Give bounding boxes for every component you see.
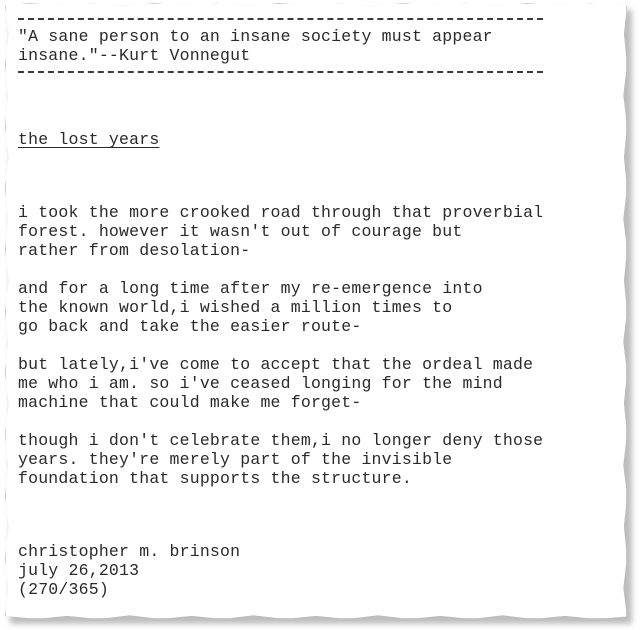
signature-counter: (270/365): [18, 580, 109, 599]
paragraph-4-line-1: though i don't celebrate them,i no longer deny those: [18, 431, 544, 450]
paragraph-3-line-3: machine that could make me forget-: [18, 393, 362, 412]
paragraph-2-line-1: and for a long time after my re-emergence into: [18, 279, 483, 298]
paragraph-2-line-3: go back and take the easier route-: [18, 317, 362, 336]
poem-title: the lost years: [18, 130, 160, 149]
paragraph-3-line-2: me who i am. so i've ceased longing for the mind: [18, 374, 503, 393]
signature-author: christopher m. brinson: [18, 542, 241, 561]
paragraph-2-line-2: the known world,i wished a million times to: [18, 298, 453, 317]
bottom-divider: [18, 71, 543, 73]
paragraph-4-line-3: foundation that supports the structure.: [18, 469, 412, 488]
paragraph-3-line-1: but lately,i've come to accept that the ordeal made: [18, 355, 534, 374]
paragraph-4-line-2: years. they're merely part of the invisible: [18, 450, 453, 469]
paragraph-1-line-2: forest. however it wasn't out of courage but: [18, 222, 463, 241]
quote-line-1: "A sane person to an insane society must appear: [18, 27, 493, 46]
paragraph-1-line-1: i took the more crooked road through that proverbial: [18, 203, 544, 222]
signature-date: july 26,2013: [18, 561, 140, 580]
quote-line-2: insane."--Kurt Vonnegut: [18, 46, 251, 65]
top-divider: [18, 18, 543, 20]
paragraph-1-line-3: rather from desolation-: [18, 241, 251, 260]
